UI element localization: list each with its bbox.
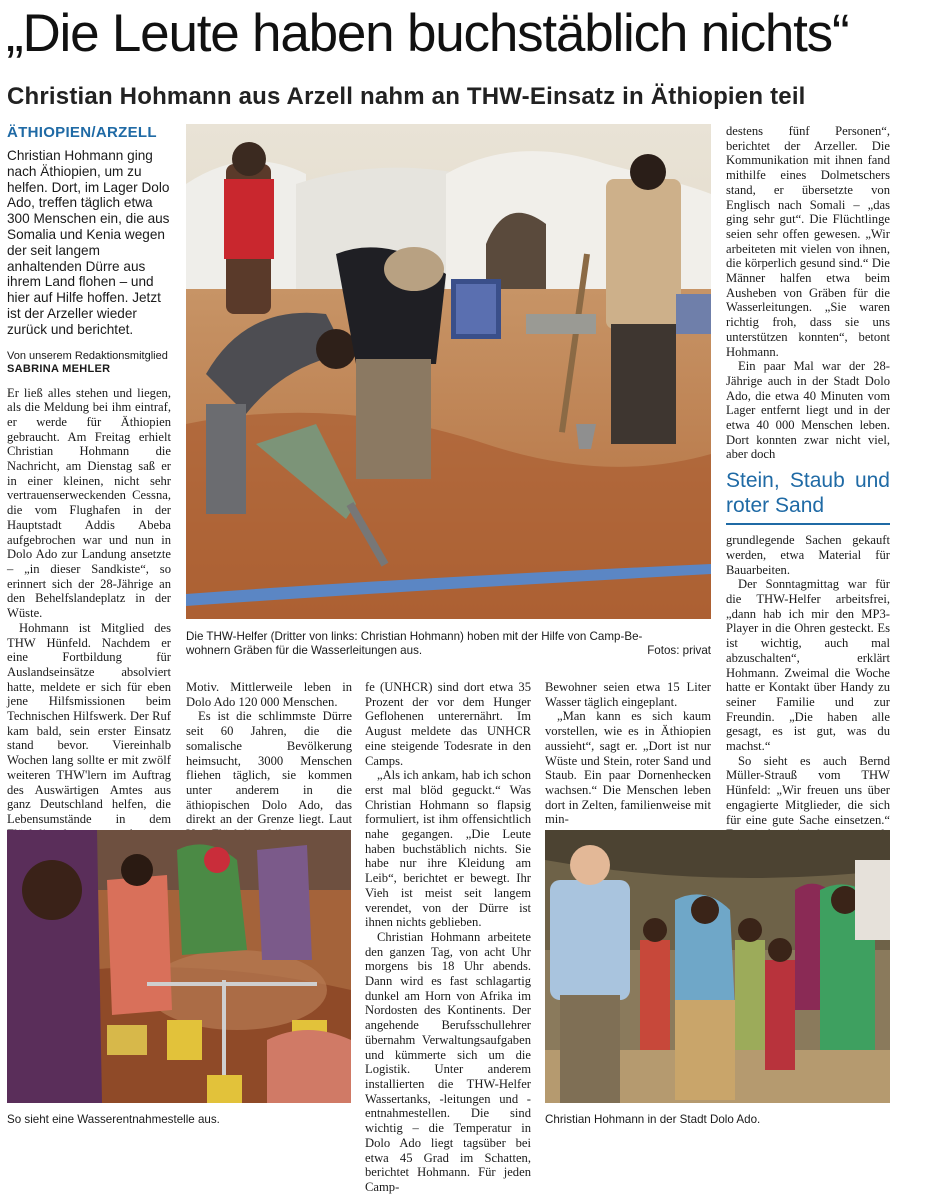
subhead-stein-staub: Stein, Staub und roter Sand: [726, 469, 890, 518]
column-3: [365, 680, 531, 1195]
body-paragraph: fe (UNHCR) sind dort etwa 35 Prozent der vor dem Hunger Geflohenen unterernährt. Im August meldete das UNHCR eine steigende Todesrate in den Camps.: [365, 680, 531, 768]
town-photo: [545, 830, 890, 1103]
water-photo-caption: So sieht eine Wasserentnahmestelle aus.: [7, 1113, 220, 1126]
lead-paragraph: Christian Hohmann ging nach Äthiopien, um zu helfen. Dort, im Lager Dolo Ado, treffen täglich etwa 300 Menschen ein, die aus Somalia und Kenia wegen der seit langem anhaltenden Dürre aus ihrem Land flohen – und hier auf Hilfe hoffen. Jetzt ist der Arzeller wieder zurück und berichtet.: [7, 148, 170, 337]
water-tap-photo: [7, 830, 351, 1103]
body-paragraph: Er ließ alles stehen und liegen, als die Meldung bei ihm eintraf, er werde für Äthiopien gebraucht. Am Freitag erhielt Christian Hohmann die Nachricht, am Dienstag saß er in einer kleinen, nicht sehr vertrauenserweckenden Cessna, die vom Flughafen in der Hauptstadt Addis Abeba aufgebrochen war und nun in Dolo Ado zur Landung ansetzte – „in dieser Sandkiste“, so erinnert sich der 28-Jährige an den Behelfslandeplatz in der Wüste.: [7, 385, 171, 621]
main-photo: [186, 124, 711, 619]
main-photo-caption: [186, 630, 711, 658]
subhead-rule: [726, 523, 890, 525]
body-paragraph: Ein paar Mal war der 28-Jährige auch in der Stadt Dolo Ado, die etwa 40 Minuten vom Lager entfernt liegt und in der etwa 40 000 Menschen leben. Dort konnten zwar nicht viel, aber doch: [726, 359, 890, 462]
body-paragraph: So sieht es auch Bernd Müller-Strauß vom THW Hünfeld: „Wir freuen uns über engagierte Mitglieder, die sich für eine gute Sache einsetzen.“: [726, 753, 890, 827]
column-1: [7, 124, 171, 885]
body-paragraph: „Als ich ankam, hab ich schon erst mal blöd geguckt.“ Was Christian Hohmann so flapsig formuliert, ist ihm offensichtlich nahe gegangen. „Die Leute haben buchstäblich nichts. Sie habe nur ihre Kleidung am Leib“, berichtet er bewegt. Ihr Vieh ist meist seit langem verendet, von der Dürre ist ihnen nichts geblieben.: [365, 768, 531, 930]
column-4: [545, 680, 711, 827]
body-paragraph: Christian Hohmann arbeitete den ganzen Tag, von acht Uhr morgens bis 18 Uhr abends. Dann wird es fast schlagartig dunkel am Horn von Afrika im Nordosten des Kontinents. Der angehende Berufsschullehrer übernahm Verwaltungsaufgaben und kümmerte sich um die Logistik. Unter anderem installierten die THW-Helfer Wassertanks, -leitungen und -entnahmestellen. Die sind wichtig – die Temperatur in Dolo Ado liegt tagsüber bei etwa 45 Grad im Schatten, berichtet Hohmann. Für jeden Camp-: [365, 929, 531, 1194]
body-paragraph: Motiv. Mittlerweile leben in Dolo Ado 120 000 Menschen.: [186, 680, 352, 709]
body-paragraph: Bewohner seien etwa 15 Liter Wasser täglich eingeplant.: [545, 680, 711, 709]
byline-intro: Von unserem Redaktionsmitglied: [7, 349, 168, 362]
main-caption-line-1: Die THW-Helfer (Dritter von links: Christian Hohmann) hoben mit der Hilfe von Camp-Be-: [186, 630, 643, 643]
column-5: [726, 124, 890, 915]
body-paragraph: Der Sonntagmittag war für die THW-Helfer arbeitsfrei, „dann hab ich mir den MP3-Player in die Ohren gesteckt. Es ist wichtig, auch mal abzuschalten“, erklärt Hohmann. Zweimal die Woche hatte er Kontakt über Handy zu seiner Familie und zur Freundin. „Die haben alle gesagt, es ist gut, was du machst.“: [726, 577, 890, 754]
water-point-photo: [7, 830, 351, 1103]
body-paragraph: Hohmann ist Mitglied des THW Hünfeld. Nachdem er eine Fortbildung für Auslandseinsätze absolviert hatte, meldete er sich für eben jene Hilfsmissionen beim Technischen Hilfswerk. Der Ruf kam bald, sein erster Einsatz stand bevor. Viereinhalb Wochen lang sollte er mit zwölf weiteren THW'lern im Auftrag des Auswärtigen Amtes aus ganz Deutschland helfen, die Lebensumstände in dem: [7, 620, 171, 826]
photo-credit: Fotos: privat: [647, 644, 711, 657]
column-2: [186, 680, 352, 842]
headline: „Die Leute haben buchstäblich nichts“: [6, 4, 849, 63]
thw-helpers-digging-photo: [186, 124, 711, 619]
body-paragraph: grundlegende Sachen gekauft werden, etwa Material für Bauarbeiten.: [726, 533, 890, 577]
hohmann-with-children-photo: [545, 830, 890, 1103]
byline-name: SABRINA MEHLER: [7, 362, 111, 375]
body-paragraph: „Man kann es sich kaum vorstellen, wie es in Äthiopien aussieht“, sagt er. „Dort ist nur Wüste und Stein, roter Sand und Staub. Ein paar Dornenhecken wachsen.“ Die Menschen leben dort in Zelten, familienweise mit min-: [545, 709, 711, 827]
town-photo-caption: Christian Hohmann in der Stadt Dolo Ado.: [545, 1113, 761, 1126]
body-paragraph: destens fünf Personen“, berichtet der Arzeller. Die Kommunikation mit ihnen fand mithilfe eines Dolmetschers stand, er übersetzte von Englisch nach Somali – „das ging sehr gut“. Die Flüchtlinge seien sehr offen gewesen. „Wir arbeiteten mit vielen von ihnen, die körperlich gesund sind.“ Die Männer halfen etwa beim Ausheben von Gräben für die Wasserleitungen. „Sie waren richtig froh, dass sie uns unterstützen konnten“, betont Hohmann.: [726, 124, 890, 359]
dateline: ÄTHIOPIEN/ARZELL: [7, 124, 157, 141]
body-paragraph: Es ist die schlimmste Dürre seit 60 Jahren, die die somalische Bevölkerung heimsucht, 3000 Menschen fliehen täglich, sie kommen unter anderem in die äthiopischen Dolo Ado, das direkt an der Grenze liegt. Laut: [186, 709, 352, 827]
main-caption-line-2: wohnern Gräben für die Wasserleitungen aus.: [186, 644, 423, 657]
subheadline: Christian Hohmann aus Arzell nahm an THW-Einsatz in Äthiopien teil: [7, 83, 806, 110]
